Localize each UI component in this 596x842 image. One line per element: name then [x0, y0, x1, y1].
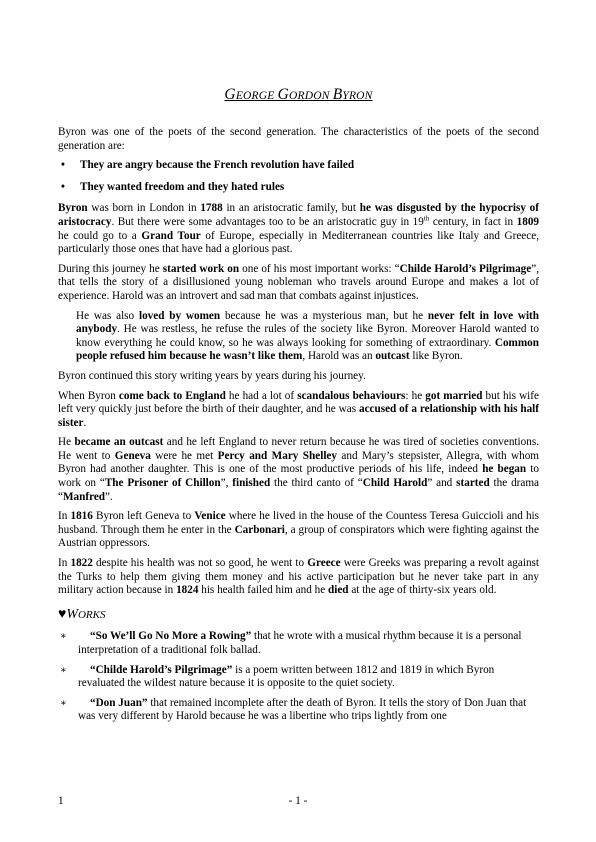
venice-paragraph: In 1816 Byron left Geneva to Venice where he lived in the house of the Countess Teresa Guiccioli and his husband. Through them he enter in the Carbonari, a group of conspirators which were fighting against the Austrian oppressors. [58, 510, 540, 550]
journey-paragraph: During this journey he started work on one of his most important works: “Childe Harold’s Pilgrimage”, that tells the story of a disillusioned young nobleman who travels around Europe and makes a lot of experience. Harold was an introvert and sad man that combats against injustices. [58, 262, 540, 302]
list-item: ∗ “So We’ll Go No More a Rowing” that he wrote with a musical rhythm because it is a personal interpretation of a traditional folk ballad. [60, 630, 522, 656]
works-list [58, 630, 539, 724]
list-item: • They are angry because the French revolution have failed [61, 159, 355, 172]
footer-page-number: - 1 - [288, 795, 308, 807]
list-item: ∗ “Don Juan” that remained incomplete after the death of Byron. It tells the story of Don Juan that was very different by Harold because he was a libertine who trips lightly from one [60, 696, 527, 723]
document-body [58, 126, 539, 730]
england-paragraph: When Byron come back to England he had a lot of scandalous behaviours: he got married but his wife left very quickly just before the birth of their daughter, and he was accused of a relationship with his half sister. [58, 389, 540, 429]
footer-page-number-left: 1 [58, 795, 64, 807]
greece-paragraph: In 1822 despite his health was not so good, he went to Greece were Greeks was preparing a revolt against the Turks to help them giving them money and his active participation but he never take part in any military action because in 1824 his health failed him and he died at the age of thirty-six years old. [58, 557, 539, 597]
page-title: GEORGE GORDON BYRON [224, 86, 373, 103]
continued-paragraph: Byron continued this story writing years by years during his journey. [58, 369, 366, 382]
list-item: • They wanted freedom and they hated rules [61, 180, 285, 193]
list-item: ∗ “Childe Harold’s Pilgrimage” is a poem written between 1812 and 1819 in which Byron revaluated the wildest nature because it is opposite to the quiet society. [60, 663, 495, 690]
bullet-icon: • [61, 159, 65, 172]
asterisk-icon: ∗ [60, 697, 67, 709]
intro-paragraph: Byron was one of the poets of the second generation. The characteristics of the poets of the second generation are: [58, 126, 539, 152]
heart-icon: ♥ [58, 606, 67, 622]
birth-paragraph: Byron was born in London in 1788 in an aristocratic family, but he was disgusted by the hypocrisy of aristocracy. But there were some advantages too to be an aristocratic guy in 19th century, in fact in 1809 he could go to a Grand Tour of Europe, especially in Mediterranean countries like Italy and Greece, particularly those ones that have had a glorious past. [58, 202, 540, 256]
works-heading: ♥WORKS [58, 606, 106, 622]
characteristics-list [58, 159, 539, 194]
harold-paragraph: He was also loved by women because he was a mysterious man, but he never felt in love with anybody. He was restless, he refuse the rules of the society like Byron. Moreover Harold wanted to know everything he could know, so he was always looking for something of extraordinary. Common people refused him because he wasn’t like them, Harold was an outcast like Byron. [76, 309, 540, 363]
geneva-paragraph: He became an outcast and he left England to never return because he was tired of societies conventions. He went to Geneva were he met Percy and Mary Shelley and Mary’s stepsister, Allegra, with whom Byron had another daughter. This is one of the most productive periods of his life, indeed he began to work on “The Prisoner of Chillon”, finished the third canto of “Child Harold” and started the drama “Manfred”. [58, 436, 540, 503]
asterisk-icon: ∗ [60, 631, 67, 643]
bullet-icon: • [61, 180, 65, 193]
asterisk-icon: ∗ [60, 664, 67, 676]
